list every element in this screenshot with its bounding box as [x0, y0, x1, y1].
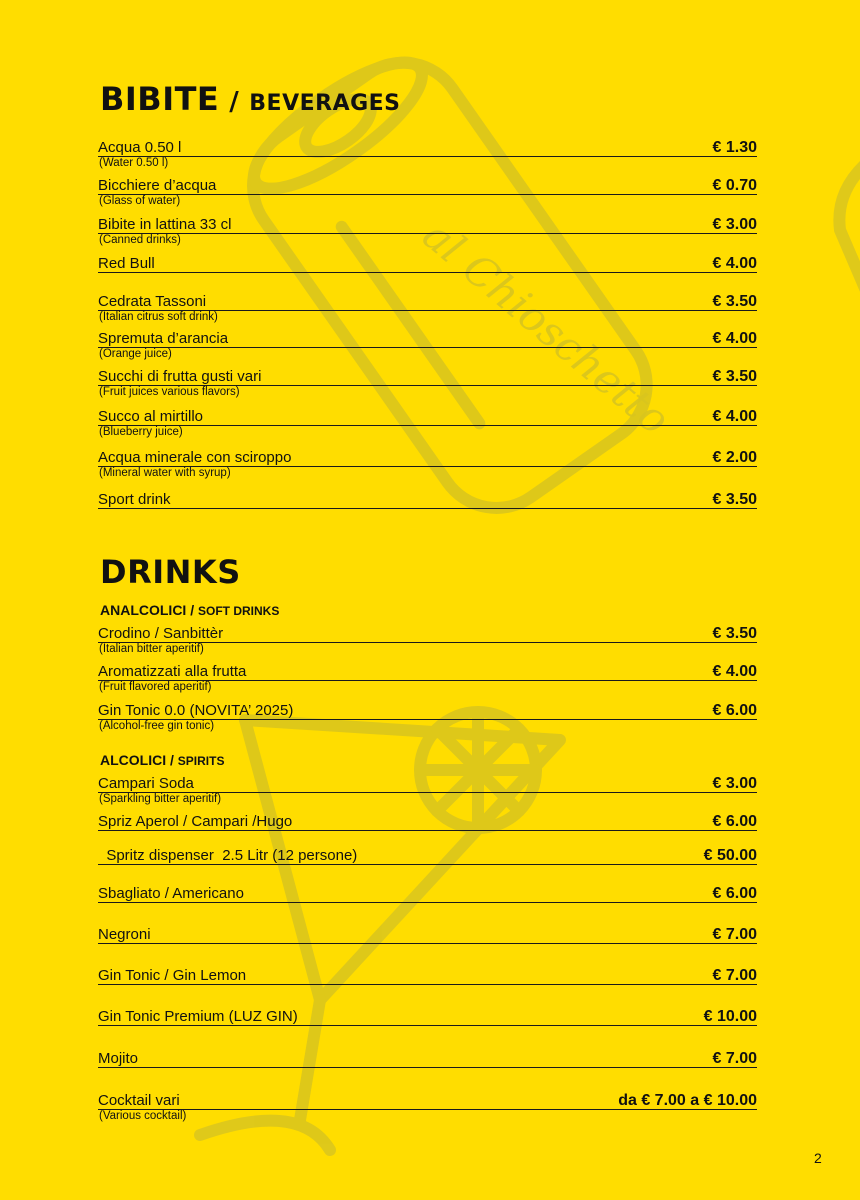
item-translation: (Various cocktail): [99, 1110, 187, 1122]
item-translation: (Italian bitter aperitif): [99, 643, 204, 655]
item-name: Spritz dispenser 2.5 Litr (12 persone): [98, 847, 358, 864]
item-price: € 1.30: [712, 139, 757, 156]
menu-item-gin-tonic-premium: [98, 1006, 757, 1026]
item-name: Spremuta d’arancia: [98, 330, 229, 347]
item-price: € 3.50: [712, 368, 757, 385]
item-price: € 7.00: [712, 967, 757, 984]
menu-item-cedrata-tassoni: [98, 291, 757, 324]
item-price: € 7.00: [712, 1050, 757, 1067]
menu-item-mineral-water-syrup: [98, 447, 757, 480]
item-name: Gin Tonic Premium (LUZ GIN): [98, 1008, 298, 1025]
soft-drinks-label-en: SOFT DRINKS: [198, 604, 280, 618]
spirits-heading: [100, 752, 224, 768]
item-translation: (Water 0.50 l): [99, 157, 169, 169]
item-name: Gin Tonic 0.0 (NOVITA’ 2025): [98, 702, 294, 719]
spirits-label-it: ALCOLICI: [100, 752, 167, 768]
item-name: Campari Soda: [98, 775, 194, 792]
menu-item-fruit-juices: [98, 366, 757, 399]
item-name: Crodino / Sanbittèr: [98, 625, 224, 642]
item-price: € 3.50: [712, 491, 757, 508]
item-name: Spriz Aperol / Campari /Hugo: [98, 813, 293, 830]
item-translation: (Italian citrus soft drink): [99, 311, 218, 323]
menu-item-gin-tonic-zero: [98, 700, 757, 733]
item-price: € 0.70: [712, 177, 757, 194]
item-price: € 2.00: [712, 449, 757, 466]
menu-item-gin-tonic: [98, 965, 757, 985]
item-name: Aromatizzati alla frutta: [98, 663, 247, 680]
drinks-title-text: DRINKS: [100, 553, 241, 591]
item-price: € 10.00: [703, 1008, 757, 1025]
item-price: € 4.00: [712, 408, 757, 425]
item-price: € 4.00: [712, 663, 757, 680]
menu-item-spriz: [98, 811, 757, 831]
item-name: Acqua 0.50 l: [98, 139, 182, 156]
menu-item-orange-juice: [98, 328, 757, 361]
item-name: Sport drink: [98, 491, 171, 508]
beverages-title-en: BEVERAGES: [249, 91, 401, 116]
item-name: Gin Tonic / Gin Lemon: [98, 967, 247, 984]
menu-item-red-bull: [98, 253, 757, 273]
item-price: € 3.00: [712, 216, 757, 233]
item-translation: (Alcohol-free gin tonic): [99, 720, 215, 732]
item-price: € 4.00: [712, 330, 757, 347]
item-price: € 6.00: [712, 702, 757, 719]
spirits-separator: /: [170, 752, 174, 768]
item-name: Sbagliato / Americano: [98, 885, 244, 902]
soft-drinks-heading: [100, 602, 279, 618]
title-separator: /: [229, 87, 240, 117]
spirits-label-en: SPIRITS: [177, 754, 225, 768]
menu-item-cocktails: [98, 1090, 757, 1123]
menu-item-canned-drinks: [98, 214, 757, 247]
menu-item-negroni: [98, 924, 757, 944]
item-name: Bicchiere d’acqua: [98, 177, 217, 194]
menu-item-fruit-aperitif: [98, 661, 757, 694]
item-name: Mojito: [98, 1050, 139, 1067]
item-name: Bibite in lattina 33 cl: [98, 216, 232, 233]
partial-can-watermark-icon: [839, 160, 860, 300]
menu-item-campari-soda: [98, 773, 757, 806]
soft-drinks-separator: /: [190, 602, 195, 618]
beverages-title: [100, 80, 401, 118]
menu-item-mojito: [98, 1048, 757, 1068]
item-name: Negroni: [98, 926, 151, 943]
item-name: Succo al mirtillo: [98, 408, 204, 425]
soft-drinks-label-it: ANALCOLICI: [100, 602, 187, 618]
item-name: Cocktail vari: [98, 1092, 180, 1109]
menu-item-glass-of-water: [98, 175, 757, 208]
menu-item-crodino: [98, 623, 757, 656]
item-price: € 3.50: [712, 625, 757, 642]
menu-item-sport-drink: [98, 489, 757, 509]
item-name: Red Bull: [98, 255, 155, 272]
beverages-title-it: BIBITE: [100, 80, 220, 118]
item-translation: (Canned drinks): [99, 234, 181, 246]
item-translation: (Mineral water with syrup): [99, 467, 231, 479]
item-price: € 7.00: [712, 926, 757, 943]
menu-item-water: [98, 137, 757, 170]
item-price: € 4.00: [712, 255, 757, 272]
item-price: € 3.50: [712, 293, 757, 310]
item-price: da € 7.00 a € 10.00: [618, 1092, 757, 1109]
item-translation: (Fruit flavored aperitif): [99, 681, 212, 693]
drinks-title: [100, 553, 241, 591]
item-price: € 3.00: [712, 775, 757, 792]
item-name: Cedrata Tassoni: [98, 293, 207, 310]
item-price: € 6.00: [712, 813, 757, 830]
watermark-text: al Chioschetto: [413, 210, 680, 445]
item-translation: (Glass of water): [99, 195, 181, 207]
page-number: 2: [814, 1150, 822, 1166]
item-name: Acqua minerale con sciroppo: [98, 449, 292, 466]
item-translation: (Fruit juices various flavors): [99, 386, 240, 398]
item-translation: (Sparkling bitter aperitif): [99, 793, 222, 805]
item-price: € 50.00: [703, 847, 757, 864]
item-translation: (Orange juice): [99, 348, 172, 360]
item-name: Succhi di frutta gusti vari: [98, 368, 262, 385]
item-price: € 6.00: [712, 885, 757, 902]
menu-item-blueberry-juice: [98, 406, 757, 439]
menu-item-sbagliato: [98, 883, 757, 903]
item-translation: (Blueberry juice): [99, 426, 183, 438]
menu-item-spritz-dispenser: [98, 845, 757, 865]
